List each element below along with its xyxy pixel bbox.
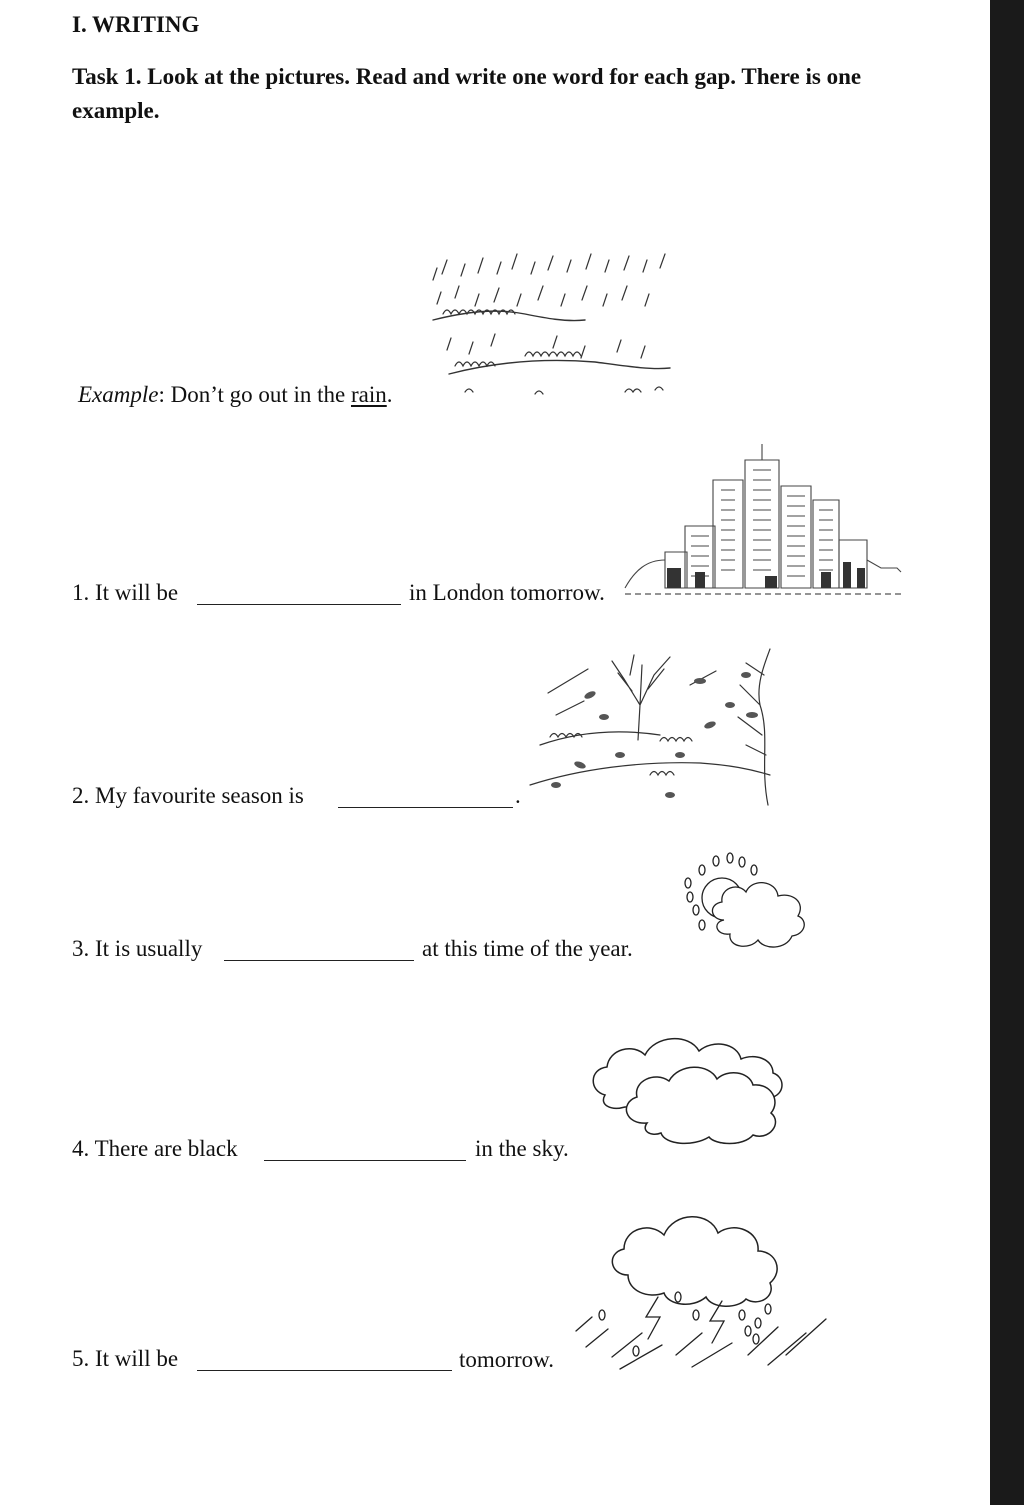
clouds-icon xyxy=(585,1025,790,1145)
question-4-after: in the sky. xyxy=(475,1136,569,1161)
question-1-before: 1. It will be xyxy=(72,580,179,605)
rain-icon xyxy=(425,250,675,400)
section-title: I. WRITING xyxy=(72,12,200,37)
answer-blank-3[interactable] xyxy=(224,960,414,961)
sun-behind-cloud-icon xyxy=(680,850,820,955)
question-2-after: . xyxy=(515,783,521,808)
foggy-city-icon xyxy=(625,440,905,600)
task-instruction: Task 1. Look at the pictures. Read and write one word for each gap. There is one example. xyxy=(72,64,862,123)
question-5-after: tomorrow. xyxy=(459,1347,554,1372)
answer-blank-5[interactable] xyxy=(197,1370,452,1371)
question-4-before: 4. There are black xyxy=(72,1136,238,1161)
question-5-before: 5. It will be xyxy=(72,1346,179,1371)
question-2-before: 2. My favourite season is xyxy=(72,783,304,808)
question-3-before: 3. It is usually xyxy=(72,936,203,961)
answer-blank-2[interactable] xyxy=(338,807,513,808)
right-edge-bar xyxy=(990,0,1024,1505)
question-3-after: at this time of the year. xyxy=(422,936,633,961)
storm-icon xyxy=(572,1205,832,1370)
answer-blank-4[interactable] xyxy=(264,1160,466,1161)
answer-blank-1[interactable] xyxy=(197,604,401,605)
example-sentence: Example: Don’t go out in the rain. xyxy=(78,382,393,407)
example-answer: rain xyxy=(350,382,387,407)
autumn-leaves-icon xyxy=(520,645,790,810)
question-1-after: in London tomorrow. xyxy=(409,580,605,605)
example-label: Example xyxy=(78,382,159,407)
